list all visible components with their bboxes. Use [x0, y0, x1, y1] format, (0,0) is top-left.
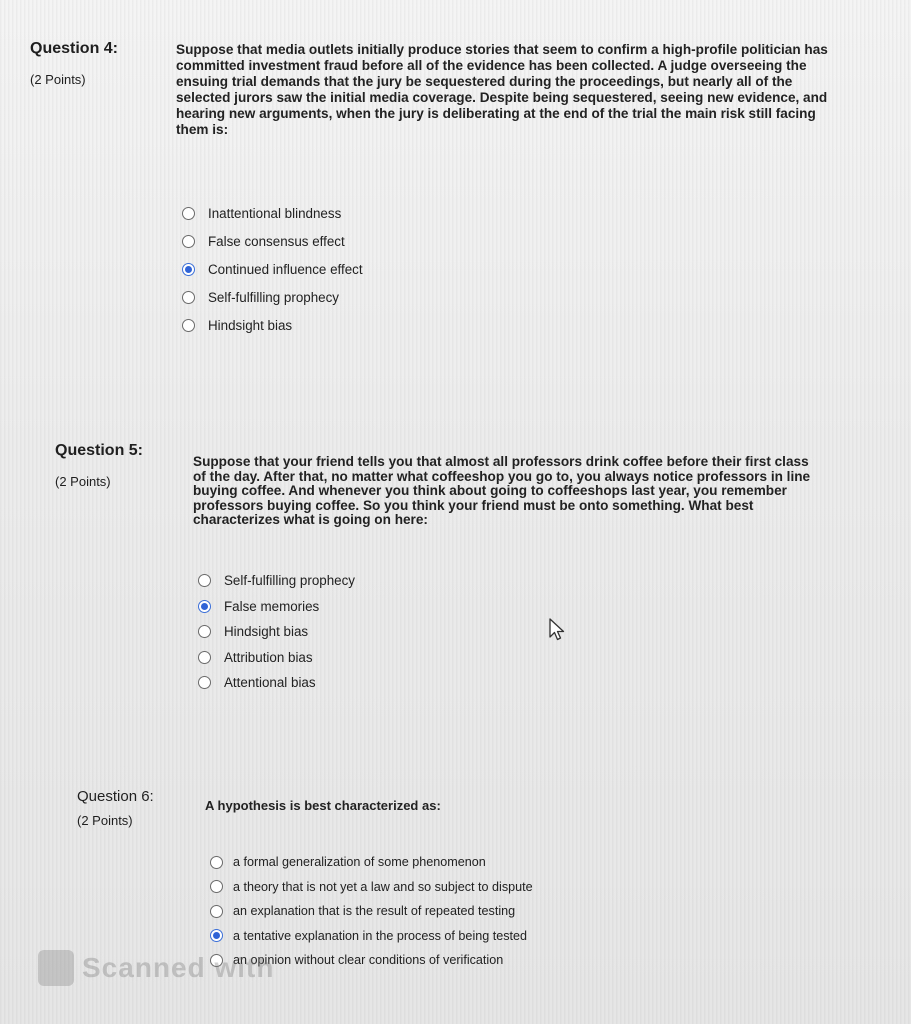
option-hindsight-bias[interactable] — [182, 311, 363, 339]
radio-button[interactable] — [198, 625, 211, 638]
option-theory-not-yet-law[interactable] — [210, 875, 533, 900]
question-title: Question 5: — [55, 442, 144, 459]
option-attentional-bias[interactable] — [198, 670, 355, 696]
option-label: Attentional bias — [224, 675, 316, 691]
option-tentative-explanation[interactable] — [210, 924, 533, 949]
question-5-text: Suppose that your friend tells you that almost all professors drink coffee before their first class of the day. After that, no matter what coffeeshop you go to, you always notice professors in line buying coffee. And whenever you think about going to coffeeshops last year, you remember professors buying coffee. So you think your friend must be onto something. What best characterizes what is going on here: — [193, 454, 811, 527]
question-points: (2 Points) — [77, 813, 133, 828]
radio-button[interactable] — [198, 676, 211, 689]
option-false-memories[interactable] — [198, 594, 355, 620]
question-points: (2 Points) — [55, 474, 111, 489]
radio-button[interactable] — [210, 880, 223, 893]
radio-button[interactable] — [182, 319, 195, 332]
radio-button[interactable] — [198, 651, 211, 664]
radio-button-selected[interactable] — [198, 600, 211, 613]
question-4-header — [30, 40, 118, 87]
radio-button[interactable] — [210, 856, 223, 869]
option-label: Hindsight bias — [208, 317, 293, 333]
option-label: Hindsight bias — [224, 624, 309, 640]
radio-button[interactable] — [182, 291, 195, 304]
question-5-options — [198, 568, 355, 696]
option-hindsight-bias[interactable] — [198, 619, 355, 645]
option-label: False memories — [224, 598, 320, 614]
option-label: Inattentional blindness — [208, 205, 342, 221]
question-5-header — [55, 442, 143, 489]
option-label: Self-fulfilling prophecy — [224, 573, 355, 589]
radio-button[interactable] — [210, 905, 223, 918]
option-self-fulfilling-prophecy[interactable] — [198, 568, 355, 594]
option-label: a tentative explanation in the process of being tested — [233, 928, 528, 943]
option-label: Continued influence effect — [208, 261, 363, 277]
option-label: an opinion without clear conditions of verification — [233, 953, 504, 968]
option-label: a formal generalization of some phenomenon — [233, 855, 486, 870]
question-title: Question 6: — [77, 788, 154, 805]
question-6-text: A hypothesis is best characterized as: — [205, 798, 441, 813]
option-explanation-repeated-testing[interactable] — [210, 899, 533, 924]
option-label: Self-fulfilling prophecy — [208, 289, 339, 305]
watermark-text: Scanned with — [82, 952, 275, 983]
radio-button[interactable] — [182, 235, 195, 248]
option-attribution-bias[interactable] — [198, 645, 355, 671]
option-self-fulfilling-prophecy[interactable] — [182, 283, 363, 311]
question-6-header — [77, 788, 154, 828]
option-inattentional-blindness[interactable] — [182, 199, 363, 227]
option-false-consensus-effect[interactable] — [182, 227, 363, 255]
option-continued-influence-effect[interactable] — [182, 255, 363, 283]
option-formal-generalization[interactable] — [210, 850, 533, 875]
option-label: an explanation that is the result of repeated testing — [233, 904, 516, 919]
question-4-text: Suppose that media outlets initially produce stories that seem to confirm a high-profile politician has committed investment fraud before all of the evidence has been collected. A judge overseeing the ensuing trial demands that the jury be sequestered during the proceedings, but nearly all of the selected jurors saw the initial media coverage. Despite being sequestered, seeing new evidence, and hearing new arguments, when the jury is deliberating at the end of the trial the main risk still facing them is: — [176, 42, 828, 137]
mouse-cursor-icon — [548, 618, 566, 642]
option-label: False consensus effect — [208, 233, 345, 249]
radio-button-selected[interactable] — [182, 263, 195, 276]
radio-button[interactable] — [182, 207, 195, 220]
question-4-options — [182, 199, 363, 339]
option-label: Attribution bias — [224, 649, 313, 665]
question-title: Question 4: — [30, 40, 119, 57]
radio-button-selected[interactable] — [210, 929, 223, 942]
scanner-logo-icon — [38, 950, 74, 986]
radio-button[interactable] — [198, 574, 211, 587]
question-points: (2 Points) — [30, 72, 86, 87]
option-label: a theory that is not yet a law and so subject to dispute — [233, 879, 533, 894]
scanner-watermark — [38, 950, 274, 986]
